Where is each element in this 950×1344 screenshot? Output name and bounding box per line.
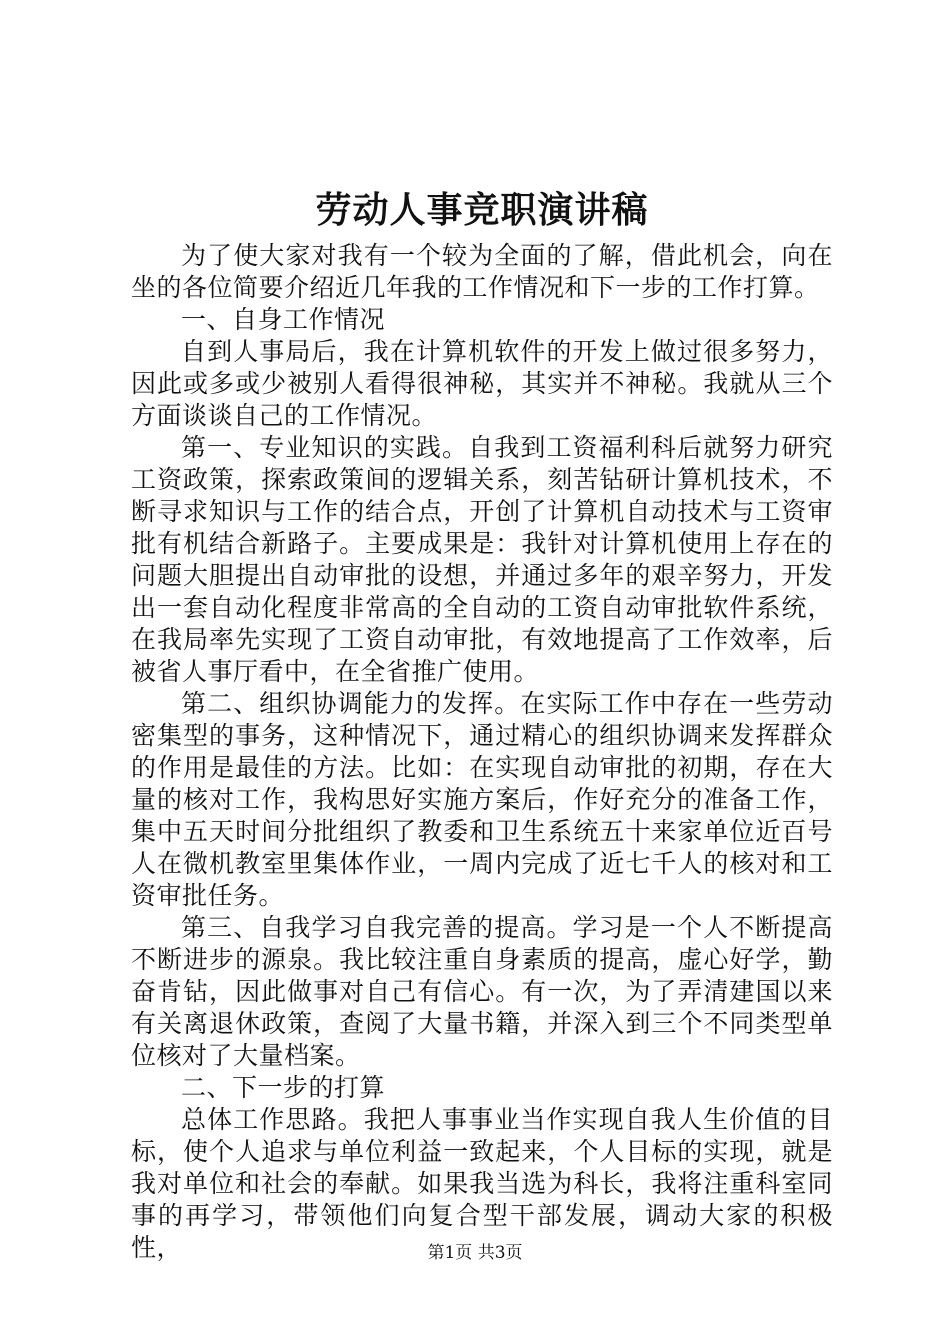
paragraph-intro: 为了使大家对我有一个较为全面的了解，借此机会，向在坐的各位简要介绍近几年我的工作情况和下一步的工作打算。	[131, 241, 833, 302]
paragraph-point-1: 第一、专业知识的实践。自我到工资福利科后就努力研究工资政策，探索政策间的逻辑关系，刻苦钻研计算机技术，不断寻求知识与工作的结合点，开创了计算机自动技术与工资审批有机结合新路子。主要成果是：我针对计算机使用上存在的问题大胆提出自动审批的设想，并通过多年的艰辛努力，开发出一套自动化程度非常高的全自动的工资自动审批软件系统，在我局率先实现了工资自动审批，有效地提高了工作效率，后被省人事厅看中，在全省推广使用。	[131, 433, 833, 686]
document-body	[131, 188, 833, 1264]
document-title: 劳动人事竞职演讲稿	[315, 189, 649, 231]
paragraph-self-work-intro: 自到人事局后，我在计算机软件的开发上做过很多努力，因此或多或少被别人看得很神秘，其实并不神秘。我就从三个方面谈谈自己的工作情况。	[131, 337, 833, 430]
page-number: 第1页 共3页	[427, 1243, 523, 1263]
section-heading-2: 二、下一步的打算	[181, 1073, 386, 1102]
paragraph-plan: 总体工作思路。我把人事事业当作实现自我人生价值的目标，使个人追求与单位利益一致起来，个人目标的实现，就是我对单位和社会的奉献。如果我当选为科长，我将注重科室同事的再学习，带领他们向复合型干部发展，调动大家的积极性，	[131, 1105, 833, 1262]
paragraph-point-3: 第三、自我学习自我完善的提高。学习是一个人不断提高不断进步的源泉。我比较注重自身素质的提高，虚心好学，勤奋肯钻，因此做事对自己有信心。有一次，为了弄清建国以来有关离退休政策，查阅了大量书籍，并深入到三个不同类型单位核对了大量档案。	[131, 913, 833, 1070]
paragraph-point-2: 第二、组织协调能力的发挥。在实际工作中存在一些劳动密集型的事务，这种情况下，通过精心的组织协调来发挥群众的作用是最佳的方法。比如：在实现自动审批的初期，存在大量的核对工作，我构思好实施方案后，作好充分的准备工作，集中五天时间分批组织了教委和卫生系统五十来家单位近百号人在微机教室里集体作业，一周内完成了近七千人的核对和工资审批任务。	[131, 689, 833, 910]
page-footer	[0, 1242, 950, 1264]
section-heading-1: 一、自身工作情况	[181, 305, 386, 334]
